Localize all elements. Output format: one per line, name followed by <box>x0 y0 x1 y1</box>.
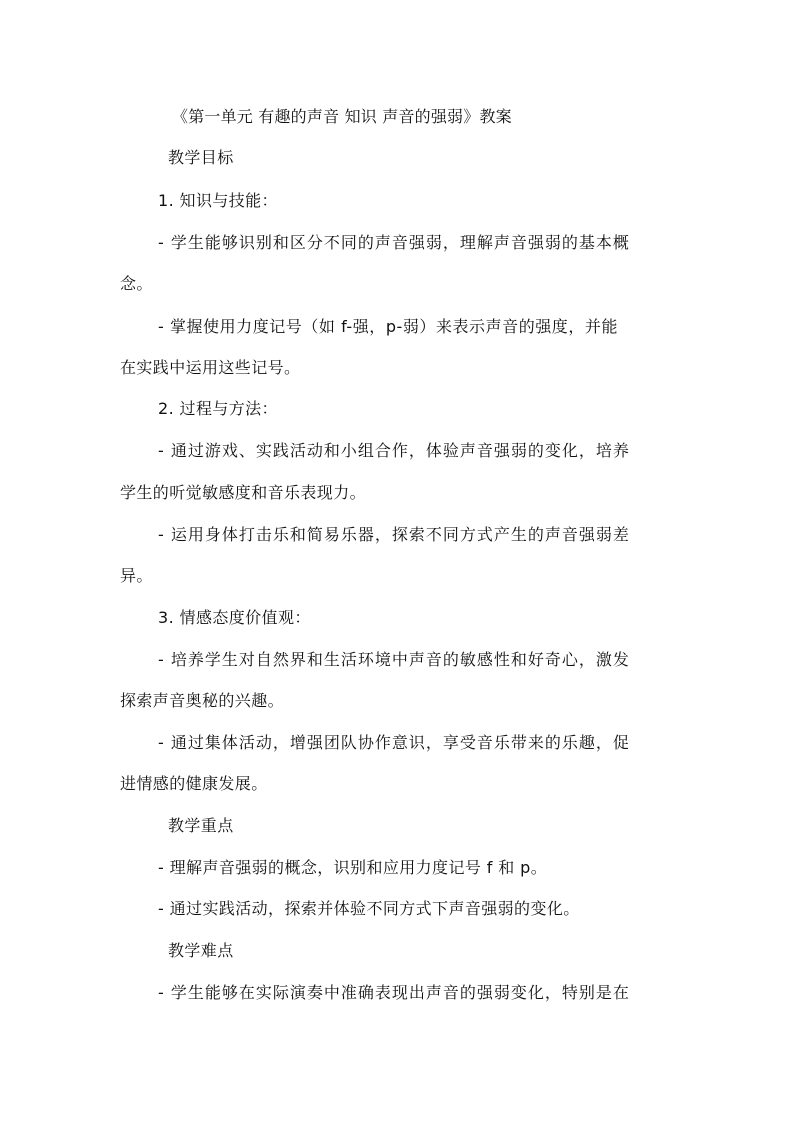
key-points-heading: 教学重点 <box>168 816 234 835</box>
difficulty-line-1: - 学生能够在实际演奏中准确表现出声音的强弱变化，特别是在 <box>158 983 630 1002</box>
document-title: 《第一单元 有趣的声音 知识 声音的强弱》教案 <box>172 107 512 126</box>
item2-line-3: - 运用身体打击乐和简易乐器，探索不同方式产生的声音强弱差 <box>158 525 630 544</box>
key-point-line-2: - 通过实践活动，探索并体验不同方式下声音强弱的变化。 <box>158 899 580 918</box>
item1-line-1: - 学生能够识别和区分不同的声音强弱，理解声音强弱的基本概 <box>158 233 630 252</box>
item3-line-1: - 培养学生对自然界和生活环境中声音的敏感性和好奇心，激发 <box>158 650 630 669</box>
item2-line-4: 异。 <box>120 566 153 585</box>
key-point-line-1: - 理解声音强弱的概念，识别和应用力度记号 f 和 p。 <box>158 858 548 877</box>
item2-line-1: - 通过游戏、实践活动和小组合作，体验声音强弱的变化，培养 <box>158 441 630 460</box>
objectives-heading: 教学目标 <box>168 148 234 167</box>
item3-label: 3. 情感态度价值观： <box>158 608 311 627</box>
item2-label: 2. 过程与方法： <box>158 399 278 418</box>
item3-line-2: 探索声音奥秘的兴趣。 <box>120 691 285 710</box>
difficulties-heading: 教学难点 <box>168 941 234 960</box>
item3-line-3: - 通过集体活动，增强团队协作意识，享受音乐带来的乐趣，促 <box>158 733 630 752</box>
item1-line-3: - 掌握使用力度记号（如 f-强，p-弱）来表示声音的强度，并能 <box>158 317 619 336</box>
item1-line-4: 在实践中运用这些记号。 <box>120 358 301 377</box>
item1-line-2: 念。 <box>120 274 153 293</box>
item2-line-2: 学生的听觉敏感度和音乐表现力。 <box>120 483 367 502</box>
item3-line-4: 进情感的健康发展。 <box>120 774 268 793</box>
item1-label: 1. 知识与技能： <box>158 191 278 210</box>
